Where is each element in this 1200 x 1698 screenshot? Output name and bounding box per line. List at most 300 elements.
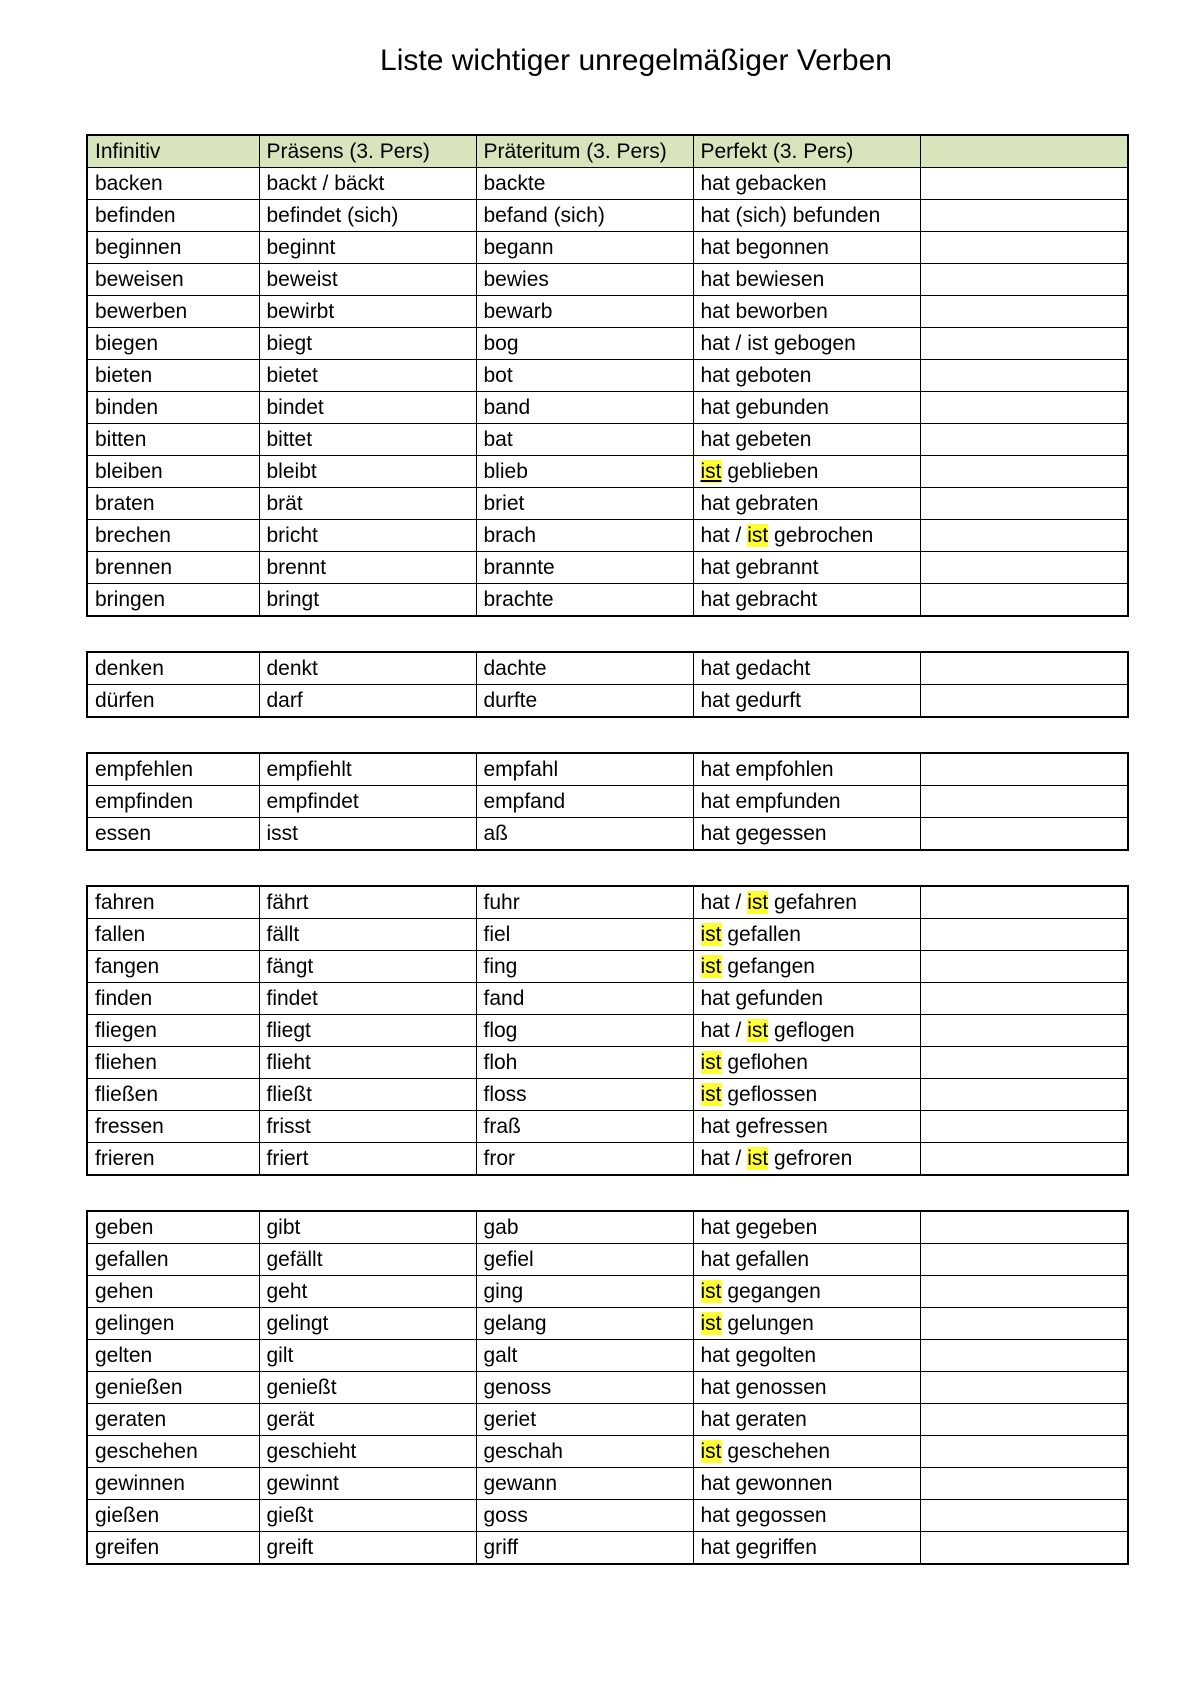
table-row [87,753,1128,786]
cell-praesens: geschieht [259,1436,476,1468]
table-row [87,919,1128,951]
cell-infinitiv: geben [87,1211,259,1244]
cell-extra [920,983,1128,1015]
auxiliary-highlight: ist [700,1280,722,1303]
cell-extra [920,886,1128,919]
auxiliary-highlight: ist [700,460,722,483]
cell-praeteritum: floss [476,1079,693,1111]
cell-infinitiv: bewerben [87,296,259,328]
auxiliary-highlight: ist [700,1051,722,1074]
table-row [87,1340,1128,1372]
header-perfekt: Perfekt (3. Pers) [693,135,920,168]
cell-perfekt [693,264,920,296]
perfekt-text: hat / [700,1019,748,1042]
cell-infinitiv: bringen [87,584,259,617]
cell-praesens: brennt [259,552,476,584]
table-row [87,1079,1128,1111]
cell-praesens: fängt [259,951,476,983]
auxiliary-highlight: ist [700,923,722,946]
cell-perfekt [693,1404,920,1436]
cell-praesens: bittet [259,424,476,456]
cell-praeteritum: gelang [476,1308,693,1340]
cell-praeteritum: geriet [476,1404,693,1436]
cell-praeteritum: genoss [476,1372,693,1404]
cell-praeteritum: begann [476,232,693,264]
cell-praesens: findet [259,983,476,1015]
cell-perfekt [693,1276,920,1308]
auxiliary-highlight: ist [700,1440,722,1463]
header-extra [920,135,1128,168]
cell-infinitiv: brennen [87,552,259,584]
auxiliary-highlight: ist [747,891,769,914]
cell-infinitiv: dürfen [87,685,259,718]
perfekt-text: gebrochen [768,524,874,547]
perfekt-text: hat gegeben [700,1216,818,1239]
verb-table-group [86,651,1129,718]
perfekt-text: hat / [700,1147,748,1170]
cell-praeteritum: dachte [476,652,693,685]
cell-infinitiv: braten [87,488,259,520]
cell-praesens: bringt [259,584,476,617]
cell-infinitiv: fallen [87,919,259,951]
cell-perfekt [693,1372,920,1404]
cell-extra [920,1372,1128,1404]
cell-perfekt [693,200,920,232]
cell-praeteritum: ging [476,1276,693,1308]
cell-perfekt [693,520,920,552]
cell-infinitiv: essen [87,818,259,851]
cell-infinitiv: gelten [87,1340,259,1372]
table-row [87,983,1128,1015]
cell-praeteritum: fror [476,1143,693,1176]
cell-infinitiv: fliegen [87,1015,259,1047]
table-row [87,1404,1128,1436]
header-praeteritum: Präteritum (3. Pers) [476,135,693,168]
cell-praeteritum: flog [476,1015,693,1047]
cell-extra [920,1404,1128,1436]
perfekt-text: hat geraten [700,1408,807,1431]
cell-praesens: backt / bäckt [259,168,476,200]
perfekt-text: hat gegriffen [700,1536,817,1559]
cell-perfekt [693,1436,920,1468]
cell-perfekt [693,456,920,488]
table-row [87,232,1128,264]
auxiliary-highlight: ist [700,1083,722,1106]
table-row [87,1244,1128,1276]
perfekt-text: hat gebracht [700,588,818,611]
perfekt-text: hat / [700,524,748,547]
cell-perfekt [693,1340,920,1372]
perfekt-text: hat bewiesen [700,268,825,291]
table-row [87,1468,1128,1500]
cell-praesens: gelingt [259,1308,476,1340]
cell-perfekt [693,1079,920,1111]
table-row [87,1500,1128,1532]
cell-perfekt [693,296,920,328]
perfekt-text: hat gebrannt [700,556,819,579]
cell-praesens: bindet [259,392,476,424]
cell-perfekt [693,753,920,786]
table-row [87,1436,1128,1468]
cell-extra [920,1143,1128,1176]
cell-praesens: brät [259,488,476,520]
cell-infinitiv: empfehlen [87,753,259,786]
table-row [87,786,1128,818]
perfekt-text: hat gebraten [700,492,819,515]
cell-praeteritum: fraß [476,1111,693,1143]
perfekt-text: gefahren [768,891,857,914]
cell-extra [920,1079,1128,1111]
cell-extra [920,818,1128,851]
cell-extra [920,1047,1128,1079]
table-row [87,424,1128,456]
cell-perfekt [693,1500,920,1532]
page-title: Liste wichtiger unregelmäßiger Verben [380,44,892,77]
cell-praeteritum: empfand [476,786,693,818]
table-row [87,1276,1128,1308]
table-row [87,886,1128,919]
cell-infinitiv: fressen [87,1111,259,1143]
cell-infinitiv: geraten [87,1404,259,1436]
cell-extra [920,1211,1128,1244]
cell-extra [920,753,1128,786]
perfekt-text: hat empfunden [700,790,841,813]
verb-table-group [86,134,1129,617]
cell-praeteritum: blieb [476,456,693,488]
cell-praesens: empfindet [259,786,476,818]
table-row [87,1143,1128,1176]
cell-extra [920,1532,1128,1565]
cell-infinitiv: bitten [87,424,259,456]
perfekt-text: geschehen [721,1440,831,1463]
auxiliary-highlight: ist [700,1312,722,1335]
cell-praesens: genießt [259,1372,476,1404]
table-row [87,168,1128,200]
perfekt-text: hat gebacken [700,172,827,195]
cell-extra [920,456,1128,488]
perfekt-text: hat gegolten [700,1344,817,1367]
auxiliary-highlight: ist [747,524,769,547]
cell-infinitiv: gelingen [87,1308,259,1340]
perfekt-text: hat / [700,891,748,914]
cell-praeteritum: goss [476,1500,693,1532]
table-row [87,1372,1128,1404]
perfekt-text: hat gefressen [700,1115,828,1138]
table-row [87,818,1128,851]
cell-praeteritum: bewarb [476,296,693,328]
cell-perfekt [693,328,920,360]
cell-extra [920,296,1128,328]
cell-praeteritum: griff [476,1532,693,1565]
cell-perfekt [693,1308,920,1340]
perfekt-text: geflohen [721,1051,808,1074]
perfekt-text: hat gebeten [700,428,812,451]
perfekt-text: hat gewonnen [700,1472,833,1495]
perfekt-text: hat gegossen [700,1504,827,1527]
cell-extra [920,685,1128,718]
cell-praeteritum: gefiel [476,1244,693,1276]
cell-extra [920,919,1128,951]
cell-perfekt [693,1532,920,1565]
cell-praeteritum: gab [476,1211,693,1244]
cell-praeteritum: backte [476,168,693,200]
perfekt-text: hat gedacht [700,657,811,680]
cell-praeteritum: bot [476,360,693,392]
perfekt-text: hat gegessen [700,822,827,845]
table-row [87,1047,1128,1079]
cell-infinitiv: bieten [87,360,259,392]
perfekt-text: gelungen [721,1312,814,1335]
cell-perfekt [693,392,920,424]
cell-infinitiv: finden [87,983,259,1015]
cell-perfekt [693,685,920,718]
cell-praeteritum: gewann [476,1468,693,1500]
verb-table-group [86,1210,1129,1565]
verb-table-group [86,752,1129,851]
cell-infinitiv: fahren [87,886,259,919]
table-row [87,552,1128,584]
cell-praesens: bleibt [259,456,476,488]
cell-praesens: gerät [259,1404,476,1436]
table-header-row [87,135,1128,168]
cell-perfekt [693,1211,920,1244]
cell-praeteritum: aß [476,818,693,851]
cell-infinitiv: gewinnen [87,1468,259,1500]
cell-perfekt [693,886,920,919]
cell-praesens: frisst [259,1111,476,1143]
cell-extra [920,1244,1128,1276]
cell-praesens: geht [259,1276,476,1308]
cell-infinitiv: biegen [87,328,259,360]
cell-infinitiv: beweisen [87,264,259,296]
cell-infinitiv: brechen [87,520,259,552]
table-row [87,392,1128,424]
cell-extra [920,552,1128,584]
perfekt-text: hat gefallen [700,1248,810,1271]
cell-extra [920,264,1128,296]
cell-infinitiv: frieren [87,1143,259,1176]
perfekt-text: hat (sich) befunden [700,204,881,227]
cell-extra [920,488,1128,520]
cell-infinitiv: gießen [87,1500,259,1532]
cell-extra [920,951,1128,983]
cell-infinitiv: fangen [87,951,259,983]
perfekt-text: hat / ist gebogen [700,332,856,355]
table-row [87,1211,1128,1244]
table-row [87,951,1128,983]
cell-praesens: beginnt [259,232,476,264]
cell-praeteritum: brach [476,520,693,552]
cell-praesens: fällt [259,919,476,951]
cell-praesens: biegt [259,328,476,360]
cell-extra [920,360,1128,392]
cell-infinitiv: geschehen [87,1436,259,1468]
table-row [87,328,1128,360]
cell-praeteritum: bat [476,424,693,456]
verb-tables [86,134,1127,1599]
cell-praesens: greift [259,1532,476,1565]
cell-perfekt [693,652,920,685]
cell-infinitiv: genießen [87,1372,259,1404]
cell-extra [920,1308,1128,1340]
cell-infinitiv: denken [87,652,259,685]
cell-extra [920,652,1128,685]
cell-perfekt [693,919,920,951]
cell-infinitiv: backen [87,168,259,200]
cell-praesens: gießt [259,1500,476,1532]
table-row [87,685,1128,718]
cell-praesens: friert [259,1143,476,1176]
cell-praeteritum: fing [476,951,693,983]
perfekt-text: gefallen [721,923,801,946]
cell-infinitiv: binden [87,392,259,424]
perfekt-text: gefangen [721,955,815,978]
cell-perfekt [693,951,920,983]
cell-perfekt [693,232,920,264]
cell-extra [920,1468,1128,1500]
cell-praeteritum: floh [476,1047,693,1079]
cell-praeteritum: fuhr [476,886,693,919]
table-row [87,584,1128,617]
cell-perfekt [693,552,920,584]
cell-extra [920,1340,1128,1372]
cell-perfekt [693,168,920,200]
table-row [87,1308,1128,1340]
cell-perfekt [693,1015,920,1047]
cell-perfekt [693,983,920,1015]
cell-praesens: gefällt [259,1244,476,1276]
cell-infinitiv: befinden [87,200,259,232]
cell-praesens: beweist [259,264,476,296]
cell-perfekt [693,1244,920,1276]
table-row [87,296,1128,328]
cell-praeteritum: fiel [476,919,693,951]
cell-perfekt [693,1143,920,1176]
cell-perfekt [693,786,920,818]
table-row [87,456,1128,488]
perfekt-text: hat beworben [700,300,828,323]
cell-praeteritum: bewies [476,264,693,296]
cell-praesens: bietet [259,360,476,392]
perfekt-text: hat geboten [700,364,812,387]
header-infinitiv: Infinitiv [87,135,259,168]
table-row [87,1111,1128,1143]
table-row [87,360,1128,392]
cell-infinitiv: bleiben [87,456,259,488]
cell-infinitiv: fließen [87,1079,259,1111]
cell-perfekt [693,360,920,392]
perfekt-text: hat gebunden [700,396,829,419]
cell-praesens: gilt [259,1340,476,1372]
table-row [87,520,1128,552]
cell-extra [920,392,1128,424]
cell-extra [920,168,1128,200]
cell-praesens: fließt [259,1079,476,1111]
auxiliary-highlight: ist [747,1019,769,1042]
cell-infinitiv: gefallen [87,1244,259,1276]
cell-praeteritum: brachte [476,584,693,617]
auxiliary-highlight: ist [700,955,722,978]
cell-praeteritum: befand (sich) [476,200,693,232]
cell-extra [920,1276,1128,1308]
auxiliary-highlight: ist [747,1147,769,1170]
cell-praeteritum: bog [476,328,693,360]
cell-praesens: gibt [259,1211,476,1244]
cell-infinitiv: greifen [87,1532,259,1565]
table-row [87,488,1128,520]
cell-infinitiv: empfinden [87,786,259,818]
perfekt-text: gefroren [768,1147,853,1170]
cell-praeteritum: geschah [476,1436,693,1468]
cell-praesens: empfiehlt [259,753,476,786]
perfekt-text: gegangen [721,1280,821,1303]
cell-extra [920,1436,1128,1468]
perfekt-text: hat gedurft [700,689,801,712]
cell-praesens: flieht [259,1047,476,1079]
cell-praeteritum: durfte [476,685,693,718]
cell-extra [920,424,1128,456]
cell-extra [920,584,1128,617]
cell-praesens: befindet (sich) [259,200,476,232]
cell-extra [920,520,1128,552]
cell-praesens: denkt [259,652,476,685]
cell-praesens: fliegt [259,1015,476,1047]
cell-perfekt [693,1111,920,1143]
cell-infinitiv: gehen [87,1276,259,1308]
cell-praesens: bricht [259,520,476,552]
cell-extra [920,1500,1128,1532]
cell-extra [920,1111,1128,1143]
cell-perfekt [693,1047,920,1079]
perfekt-text: hat genossen [700,1376,827,1399]
perfekt-text: geflogen [768,1019,855,1042]
cell-perfekt [693,818,920,851]
table-row [87,264,1128,296]
table-row [87,200,1128,232]
cell-praesens: fährt [259,886,476,919]
table-row [87,652,1128,685]
cell-praeteritum: briet [476,488,693,520]
cell-praeteritum: fand [476,983,693,1015]
cell-perfekt [693,584,920,617]
cell-infinitiv: beginnen [87,232,259,264]
header-praesens: Präsens (3. Pers) [259,135,476,168]
table-row [87,1015,1128,1047]
cell-perfekt [693,424,920,456]
perfekt-text: geblieben [721,460,819,483]
cell-praeteritum: brannte [476,552,693,584]
cell-praesens: darf [259,685,476,718]
cell-extra [920,1015,1128,1047]
cell-praesens: bewirbt [259,296,476,328]
cell-praesens: isst [259,818,476,851]
cell-extra [920,232,1128,264]
perfekt-text: hat empfohlen [700,758,834,781]
cell-praeteritum: band [476,392,693,424]
perfekt-text: hat begonnen [700,236,829,259]
cell-extra [920,328,1128,360]
cell-perfekt [693,1468,920,1500]
cell-perfekt [693,488,920,520]
verb-table-group [86,885,1129,1176]
cell-infinitiv: fliehen [87,1047,259,1079]
cell-praeteritum: galt [476,1340,693,1372]
perfekt-text: geflossen [721,1083,818,1106]
cell-praeteritum: empfahl [476,753,693,786]
perfekt-text: hat gefunden [700,987,824,1010]
table-row [87,1532,1128,1565]
cell-extra [920,200,1128,232]
